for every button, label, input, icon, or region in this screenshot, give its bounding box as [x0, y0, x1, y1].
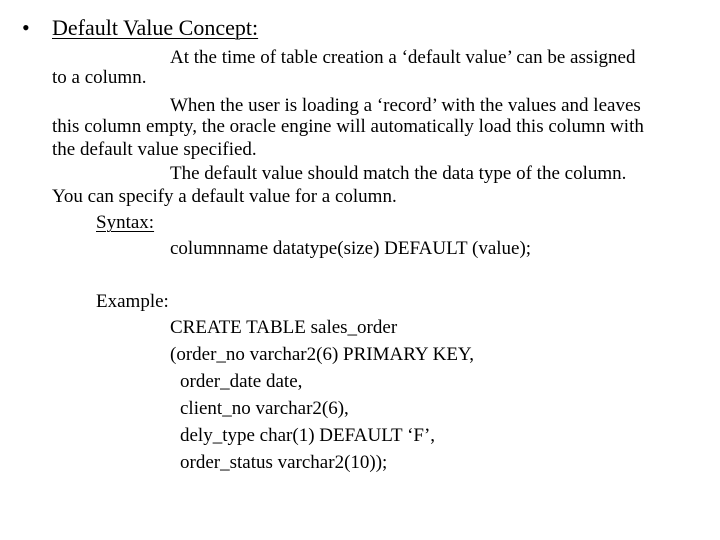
concept-line-2: to a column.: [52, 67, 147, 88]
example-line-3: order_date date,: [180, 371, 303, 392]
bullet-icon: •: [22, 15, 30, 40]
concept-line-1: At the time of table creation a ‘default value’ can be assigned: [170, 47, 636, 68]
syntax-code: columnname datatype(size) DEFAULT (value);: [170, 238, 532, 259]
example-line-5: dely_type char(1) DEFAULT ‘F’,: [180, 425, 436, 446]
example-label: Example:: [96, 291, 169, 312]
syntax-label: Syntax:: [96, 212, 155, 233]
example-line-2: (order_no varchar2(6) PRIMARY KEY,: [170, 344, 474, 365]
concept-line-4: this column empty, the oracle engine will automatically load this column with: [52, 116, 644, 137]
concept-line-7: You can specify a default value for a column.: [52, 186, 397, 207]
example-line-4: client_no varchar2(6),: [180, 398, 349, 419]
example-line-1: CREATE TABLE sales_order: [170, 317, 398, 338]
concept-line-3: When the user is loading a ‘record’ with the values and leaves: [170, 95, 641, 116]
example-line-6: order_status varchar2(10));: [180, 452, 388, 473]
concept-line-5: the default value specified.: [52, 139, 257, 160]
slide-heading: [22, 15, 258, 41]
concept-line-6: The default value should match the data type of the column.: [170, 163, 627, 184]
heading-text: Default Value Concept:: [52, 15, 259, 40]
